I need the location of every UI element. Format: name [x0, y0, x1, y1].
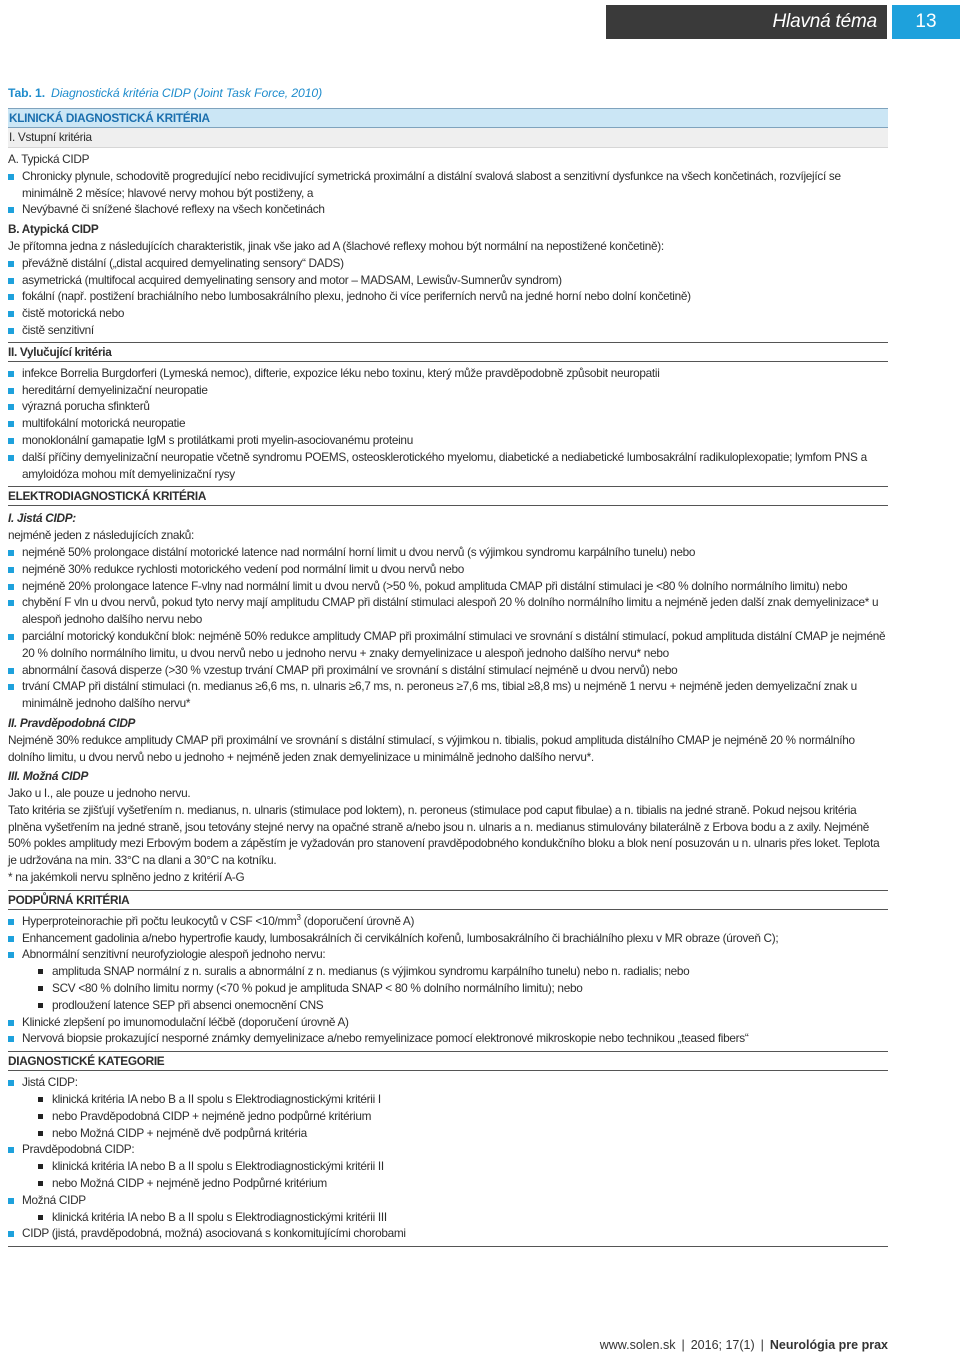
superscript: 3	[296, 912, 301, 922]
list-item	[8, 913, 888, 930]
sub-list-item-text: nebo Možná CIDP + nejméně dvě podpůrná kritéria	[52, 1125, 307, 1140]
electrodiagnostic-criteria-heading: ELEKTRODIAGNOSTICKÁ KRITÉRIA	[8, 486, 888, 506]
sub-list-item	[8, 1125, 888, 1142]
square-bullet-icon	[8, 404, 14, 410]
square-bullet-icon	[8, 455, 14, 461]
sub-list-item-text: klinická kritéria IA nebo B a II spolu s Elektrodiagnostickými kritérii III	[52, 1209, 387, 1224]
footer-website: www.solen.sk	[599, 1338, 676, 1352]
square-bullet-icon	[8, 668, 14, 674]
list-item	[8, 255, 888, 272]
square-bullet-icon	[8, 600, 14, 606]
list-item	[8, 432, 888, 449]
list-item-text: multifokální motorická neuropatie	[22, 416, 186, 431]
category-label: Možná CIDP	[22, 1192, 86, 1207]
sub-list-item-text: nebo Možná CIDP + nejméně jedno Podpůrné kritérium	[52, 1176, 327, 1191]
square-bullet-icon	[8, 567, 14, 573]
list-item-text: nejméně 20% prolongace latence F-vlny nad normální limit u dvou nervů (>50 %, pokud amplituda CMAP při distální stimulaci je <80 % dolního normálního limitu) nebo	[22, 578, 848, 593]
square-bullet-icon	[8, 1231, 14, 1237]
sub-list-item-text: amplituda SNAP normální z n. suralis a abnormální z n. medianus (s výjimkou syndromu karpálního tunelu) nebo n. radialis; nebo	[52, 964, 690, 979]
sub-bullet-icon	[38, 1215, 43, 1220]
list-item	[8, 544, 888, 561]
list-item	[8, 1074, 888, 1091]
section-title: Hlavná téma	[772, 11, 877, 32]
square-bullet-icon	[8, 388, 14, 394]
square-bullet-icon	[8, 278, 14, 284]
clinical-criteria-heading: KLINICKÁ DIAGNOSTICKÁ KRITÉRIA	[8, 108, 888, 128]
list-item-text: čistě senzitivní	[22, 322, 94, 337]
atypical-cidp-intro: Je přítomna jedna z následujících charakteristik, jinak vše jako ad A (šlachové reflexy mohou být normální na nepostižené končetině):	[8, 238, 664, 253]
list-item-text: Chronicky plynule, schodovitě progredující nebo recidivující symetrická proximální a distální svalová slabost a senzitivní dysfunkce na všech končetinách, rozvíjející se minimálně 2 měsíce; hlavové nervy mohou být postiženy, a	[22, 168, 841, 200]
square-bullet-icon	[8, 550, 14, 556]
square-bullet-icon	[8, 294, 14, 300]
table-title: Diagnostická kritéria CIDP (Joint Task Force, 2010)	[51, 86, 323, 100]
square-bullet-icon	[8, 1020, 14, 1026]
square-bullet-icon	[8, 207, 14, 213]
list-item	[8, 201, 888, 218]
list-item	[8, 628, 888, 662]
square-bullet-icon	[8, 919, 14, 925]
list-item	[8, 561, 888, 578]
sub-bullet-icon	[38, 1164, 43, 1169]
square-bullet-icon	[8, 421, 14, 427]
footer-journal: Neurológia pre prax	[769, 1338, 888, 1352]
list-item	[8, 1192, 888, 1209]
list-item	[8, 322, 888, 339]
csf-text: Hyperproteinorachie při počtu leukocytů v CSF <10/mm	[22, 913, 297, 928]
list-item-text: Nervová biopsie prokazující nesporné známky demyelinizace a/nebo remyelinizace pomocí elektronové mikroskopie nebo technikou „teased fibers“	[22, 1031, 749, 1046]
list-item-text: Abnormální senzitivní neurofyziologie alespoň jednoho nervu:	[22, 947, 326, 962]
table-caption	[8, 85, 888, 102]
list-item-text: abnormální časová disperze (>30 % vzestup trvání CMAP při proximální ve srovnání s distální stimulací nejméně u dvou nervů) nebo	[22, 662, 678, 677]
probable-cidp-text: Nejméně 30% redukce amplitudy CMAP při proximální ve srovnání s distální stimulací, s výjimkou n. tibialis, pokud amplituda distálního CMAP je nejméně 20 % normálního dolního limitu, u dvou nervů nebo u jednoho + nejméně jeden znak demyelinizace u minimálně jednoho dalšího nervu*.	[8, 732, 855, 764]
footer-issue: 2016; 17(1)	[690, 1338, 755, 1352]
supportive-criteria-heading: PODPŮRNÁ KRITÉRIA	[8, 890, 888, 910]
list-item-text	[22, 913, 888, 930]
section-header-bar	[606, 5, 887, 39]
definite-cidp-intro: nejméně jeden z následujících znaků:	[8, 528, 194, 543]
sub-bullet-icon	[38, 969, 43, 974]
list-item	[8, 1030, 888, 1047]
list-item	[8, 1014, 888, 1031]
square-bullet-icon	[8, 634, 14, 640]
sub-bullet-icon	[38, 986, 43, 991]
page-footer	[600, 1337, 888, 1353]
list-item-text: další příčiny demyelinizační neuropatie včetně syndromu POEMS, osteosklerotického myelomu, diabetické a nediabetické lumbosakrální radikuloplexopatie; lymfom PNS a amyloidóza mohou mít demyelinizační rysy	[22, 449, 867, 481]
sub-bullet-icon	[38, 1097, 43, 1102]
list-item-text: nejméně 30% redukce rychlosti motorického vedení pod normální limit u dvou nervů nebo	[22, 561, 465, 576]
square-bullet-icon	[8, 936, 14, 942]
square-bullet-icon	[8, 371, 14, 377]
table-label: Tab. 1.	[8, 86, 45, 100]
square-bullet-icon	[8, 261, 14, 267]
square-bullet-icon	[8, 952, 14, 958]
sub-list-item-text: prodloužení latence SEP při absenci onemocnění CNS	[52, 997, 324, 1012]
list-item	[8, 578, 888, 595]
atypical-cidp-heading: B. Atypická CIDP	[8, 222, 99, 237]
square-bullet-icon	[8, 174, 14, 180]
definite-cidp-heading: I. Jistá CIDP:	[8, 511, 76, 526]
list-item	[8, 272, 888, 289]
list-item	[8, 415, 888, 432]
sub-bullet-icon	[38, 1131, 43, 1136]
page-number: 13	[892, 5, 960, 39]
list-item	[8, 1225, 888, 1242]
list-item-text: CIDP (jistá, pravděpodobná, možná) asociovaná s konkomitujícími chorobami	[22, 1226, 406, 1241]
list-item	[8, 449, 888, 483]
sub-list-item	[8, 997, 888, 1014]
footnote: * na jakémkoli nervu splněno jedno z kritérií A-G	[8, 870, 245, 885]
list-item	[8, 288, 888, 305]
sub-list-item	[8, 1091, 888, 1108]
sub-list-item	[8, 1209, 888, 1226]
csf-suffix: (doporučení úrovně A)	[300, 913, 415, 928]
probable-cidp-heading: II. Pravděpodobná CIDP	[8, 715, 136, 730]
list-item-text: monoklonální gamapatie IgM s protilátkami proti myelin-asociovanému proteinu	[22, 432, 413, 447]
sub-bullet-icon	[38, 1181, 43, 1186]
table-bottom-rule	[8, 1246, 888, 1247]
sub-list-item	[8, 963, 888, 980]
list-item-text: Klinické zlepšení po imunomodulační léčbě (doporučení úrovně A)	[22, 1014, 349, 1029]
sub-list-item-text: klinická kritéria IA nebo B a II spolu s Elektrodiagnostickými kritérii II	[52, 1159, 384, 1174]
square-bullet-icon	[8, 1080, 14, 1086]
square-bullet-icon	[8, 328, 14, 334]
square-bullet-icon	[8, 311, 14, 317]
possible-cidp-text: Jako u I., ale pouze u jednoho nervu.	[8, 786, 191, 801]
list-item-text: trvání CMAP při distální stimulaci (n. medianus ≥6,6 ms, n. ulnaris ≥6,7 ms, n. peroneus ≥7,6 ms, tibial ≥8,8 ms) u nejméně 1 nervu + nejméně jeden demyelizační znak u minimálně jednoho dalšího nervu*	[22, 679, 857, 711]
methodology-note: Tato kritéria se zjišťují vyšetřením n. medianus, n. ulnaris (stimulace pod loktem), n. peroneus (stimulace pod caput fibulae) a n. tibialis na jedné straně. Pokud nejsou kritéria plněna vyšetřením na jedné straně, jsou tetovány stejné nervy na opačné straně a/nebo jsou n. ulnaris a n. medianus stimulovány bilaterálně z Erbova bodu a z axily. Nejméně 50% pokles amplitudy mezi Erbovým bodem a zápěstím je vyžadován pro stanovení pravděpodobného kondukčního bloku a blok není posuzován u n. ulnaris přes loket. Teplota je udržována na min. 33°C na dlani a 30°C na kotníku.	[8, 802, 880, 868]
list-item	[8, 1141, 888, 1158]
list-item-text: infekce Borrelia Burgdorferi (Lymeská nemoc), difterie, expozice léku nebo toxinu, který může pravděpodobně způsobit neuropatii	[22, 365, 660, 380]
sub-bullet-icon	[38, 1003, 43, 1008]
footer-separator: |	[760, 1338, 764, 1352]
sub-list-item-text: SCV <80 % dolního limitu normy (<70 % pokud je amplituda SNAP < 80 % dolního normálního limitu); nebo	[52, 981, 583, 996]
diagnostic-categories-heading: DIAGNOSTICKÉ KATEGORIE	[8, 1051, 888, 1071]
list-item-text: Nevýbavné či snížené šlachové reflexy na všech končetinách	[22, 202, 325, 217]
category-label: Jistá CIDP:	[22, 1075, 78, 1090]
list-item-text: chybění F vln u dvou nervů, pokud tyto nervy mají amplitudu CMAP při distální stimulaci alespoň 20 % dolního normálního limitu a nejméně jeden další znak demyelinizace* u alespoň jednoho dalšího nervu nebo	[22, 595, 879, 627]
list-item-text: nejméně 50% prolongace distální motorické latence nad normální horní limit u dvou nervů (s výjimkou syndromu karpálního tunelu) nebo	[22, 544, 696, 559]
square-bullet-icon	[8, 438, 14, 444]
list-item-text: převážně distální („distal acquired demyelinating sensory“ DADS)	[22, 255, 344, 270]
sub-list-item	[8, 1158, 888, 1175]
list-item-text: výrazná porucha sfinkterů	[22, 399, 150, 414]
list-item	[8, 382, 888, 399]
list-item-text: asymetrická (multifocal acquired demyelinating sensory and motor – MADSAM, Lewisův-Sumnerův syndrom)	[22, 272, 562, 287]
list-item	[8, 594, 888, 628]
typical-cidp-heading: A. Typická CIDP	[8, 152, 90, 166]
list-item	[8, 305, 888, 322]
list-item	[8, 662, 888, 679]
exclusion-criteria-heading: II. Vylučující kritéria	[8, 342, 888, 362]
list-item	[8, 168, 888, 202]
list-item-text: hereditární demyelinizační neuropatie	[22, 382, 208, 397]
table-content	[8, 85, 888, 1247]
square-bullet-icon	[8, 584, 14, 590]
footer-separator: |	[681, 1338, 685, 1352]
list-item-text: fokální (např. postižení brachiálního nebo lumbosakrálního plexu, jednoho či více periferních nervů na jedné horní nebo dolní končetině)	[22, 289, 691, 304]
list-item	[8, 946, 888, 963]
list-item-text: čistě motorická nebo	[22, 306, 125, 321]
sub-bullet-icon	[38, 1114, 43, 1119]
list-item	[8, 365, 888, 382]
sub-list-item	[8, 1175, 888, 1192]
sub-list-item-text: klinická kritéria IA nebo B a II spolu s Elektrodiagnostickými kritérii I	[52, 1092, 381, 1107]
square-bullet-icon	[8, 1036, 14, 1042]
list-item-text: Enhancement gadolinia a/nebo hypertrofie kaudy, lumbosakrálních či cervikálních kořenů, lumbosakrálního či brachiálního plexu v MR obraze (úroveň C);	[22, 930, 779, 945]
category-label: Pravděpodobná CIDP:	[22, 1142, 135, 1157]
sub-list-item	[8, 980, 888, 997]
square-bullet-icon	[8, 1198, 14, 1204]
list-item-text: parciální motorický kondukční blok: nejméně 50% redukce amplitudy CMAP při proximální stimulaci ve srovnání s distální stimulací, pokud amplituda distální CMAP je nejméně 20 % dolního normálního limitu, u dvou nervů nebo u jednoho nervu + znaky demyelinizace u alespoň jednoho dalšího nervu* nebo	[22, 628, 886, 660]
square-bullet-icon	[8, 684, 14, 690]
sub-list-item	[8, 1108, 888, 1125]
list-item	[8, 398, 888, 415]
list-item	[8, 678, 888, 712]
possible-cidp-heading: III. Možná CIDP	[8, 769, 89, 784]
sub-list-item-text: nebo Pravděpodobná CIDP + nejméně jedno podpůrné kritérium	[52, 1108, 372, 1123]
list-item	[8, 930, 888, 947]
square-bullet-icon	[8, 1147, 14, 1153]
inclusion-criteria-heading: I. Vstupní kritéria	[8, 128, 888, 148]
